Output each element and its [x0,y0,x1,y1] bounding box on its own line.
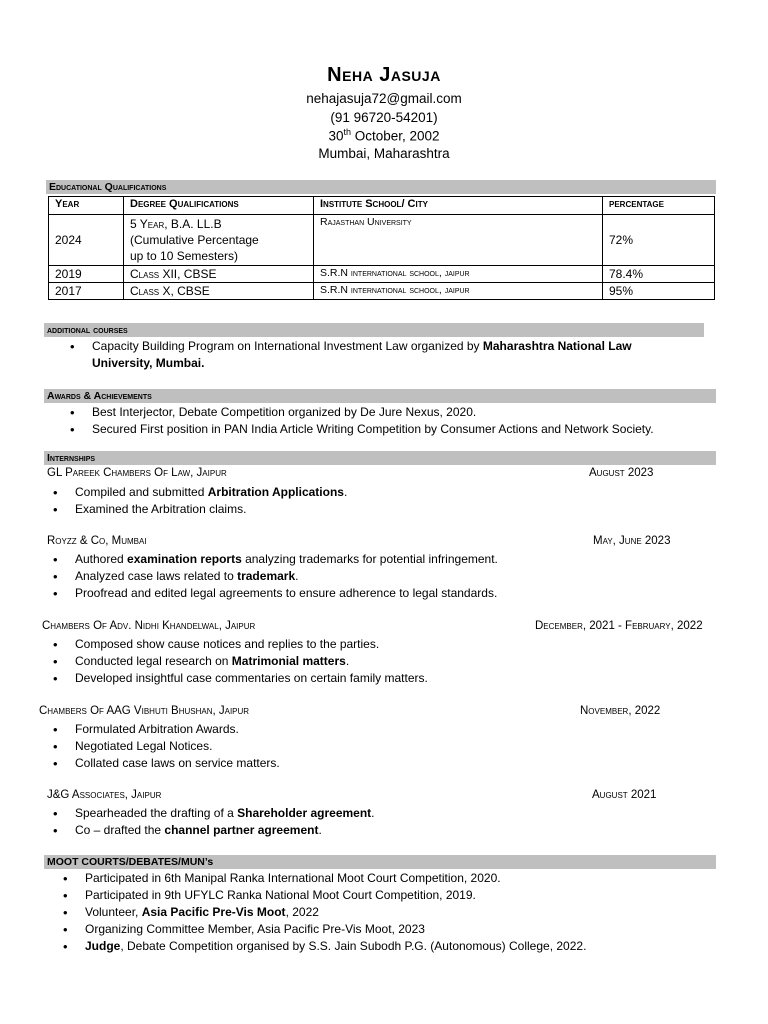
col-percentage: percentage [603,197,715,215]
internship-list [75,636,695,687]
list-item: • Best Interjector, Debate Competition organized by De Jure Nexus, 2020. [92,404,722,421]
list-item [85,904,725,921]
degree-line: 5 Year, B.A. LL.B [130,217,222,231]
internship-list [75,484,695,518]
cell-degree: Class X, CBSE [124,283,314,300]
item-bold: examination reports [127,552,242,566]
item-text: Conducted legal research on [75,654,232,668]
item-bold: Matrimonial matters [231,654,346,668]
internship-date: December, 2021 - February, 2022 [535,620,703,632]
list-item [85,938,725,955]
cell-degree: Class XII, CBSE [124,266,314,283]
item-text: Spearheaded the drafting of a [75,806,238,820]
date-of-birth [0,127,768,144]
list-item [75,551,695,568]
list-item [75,484,695,501]
internship-list [75,551,695,602]
degree-line: (Cumulative Percentage [130,233,259,247]
list-item: • Proofread and edited legal agreements to ensure adherence to legal standards. [75,585,695,602]
internship-org: GL Pareek Chambers Of Law, Jaipur [47,467,227,479]
dob-suffix: th [343,127,351,137]
candidate-name: Neha Jasuja [327,64,441,86]
list-item: • Participated in 9th UFYLC Ranka National Moot Court Competition, 2019. [85,887,725,904]
dob-rest: October, 2002 [350,128,440,144]
internship-list [75,721,695,772]
additional-courses-list [92,338,692,372]
item-text: , Debate Competition organised by S.S. Jain Subodh P.G. (Autonomous) College, 2022. [120,939,587,953]
list-item [75,822,695,839]
moot-courts-heading: MOOT COURTS/DEBATES/MUN’s [44,855,716,869]
internship-org: J&G Associates, Jaipur [47,789,162,801]
item-text: , 2022 [285,905,319,919]
table-row [49,215,715,266]
list-item: • Composed show cause notices and replies to the parties. [75,636,695,653]
table-row [49,283,715,300]
education-table [48,196,715,300]
item-bold: Maharashtra National Law University, Mumbai. [92,339,632,370]
item-bold: Shareholder agreement [237,806,372,820]
degree-line: up to 10 Semesters) [130,249,239,263]
cell-year: 2024 [49,215,124,266]
list-item: • Developed insightful case commentaries on certain family matters. [75,670,695,687]
col-institute: Institute School/ City [314,197,603,215]
email: nehajasuja72@gmail.com [306,91,462,106]
table-header-row [49,197,715,215]
internship-date: August 2021 [592,789,657,801]
internship-org: Royzz & Co, Mumbai [47,535,147,547]
internships-heading: Internships [44,451,716,465]
awards-heading: Awards & Achievements [44,389,716,403]
item-text: Volunteer, [85,905,142,919]
item-text: . [345,654,350,668]
list-item [92,338,692,372]
item-text: . [295,569,299,583]
additional-courses-heading: additional courses [44,323,704,337]
internship-date: August 2023 [589,467,654,479]
dob-day: 30 [328,128,344,144]
internship-org: Chambers Of AAG Vibhuti Bhushan, Jaipur [39,705,250,717]
list-item: • Collated case laws on service matters. [75,755,695,772]
cell-institute: S.R.N international school, jaipur [314,283,603,300]
phone: (91 96720-54201) [330,110,438,125]
internship-list [75,805,695,839]
item-text: Capacity Building Program on International Investment Law organized by [92,339,483,353]
location: Mumbai, Maharashtra [318,146,450,161]
cell-percentage: 72% [603,215,715,266]
list-item: • Formulated Arbitration Awards. [75,721,695,738]
item-text: Compiled and submitted [75,485,208,499]
list-item: • Organizing Committee Member, Asia Pacific Pre-Vis Moot, 2023 [85,921,725,938]
item-text: . [371,806,375,820]
list-item [75,805,695,822]
list-item: • Negotiated Legal Notices. [75,738,695,755]
list-item: • Secured First position in PAN India Article Writing Competition by Consumer Actions and Network Society. [92,421,722,438]
internship-date: May, June 2023 [593,535,671,547]
item-text: Co – drafted the [75,823,165,837]
item-text: Analyzed case laws related to [75,569,238,583]
cell-degree [124,215,314,266]
item-bold: Judge [85,939,121,953]
item-bold: trademark [237,569,296,583]
list-item: • Examined the Arbitration claims. [75,501,695,518]
cell-year: 2019 [49,266,124,283]
item-text: analyzing trademarks for potential infringement. [241,552,498,566]
awards-list [92,404,722,438]
list-item [75,568,695,585]
item-bold: Arbitration Applications [207,485,344,499]
internship-date: November, 2022 [580,705,661,717]
cell-institute: Rajasthan University [314,215,603,266]
list-item: • Participated in 6th Manipal Ranka International Moot Court Competition, 2020. [85,870,725,887]
col-year: Year [49,197,124,215]
item-bold: channel partner agreement [164,823,319,837]
item-text: Authored [75,552,128,566]
col-degree: Degree Qualifications [124,197,314,215]
cell-percentage: 95% [603,283,715,300]
internship-org: Chambers Of Adv. Nidhi Khandelwal, Jaipur [42,620,256,632]
item-text: . [343,485,348,499]
item-text: . [318,823,322,837]
education-heading: Educational Qualifications [46,180,716,194]
cell-percentage: 78.4% [603,266,715,283]
cell-year: 2017 [49,283,124,300]
table-row [49,266,715,283]
cell-institute: S.R.N international school, jaipur [314,266,603,283]
list-item [75,653,695,670]
moot-courts-list [85,870,725,955]
item-bold: Asia Pacific Pre-Vis Moot [141,905,286,919]
